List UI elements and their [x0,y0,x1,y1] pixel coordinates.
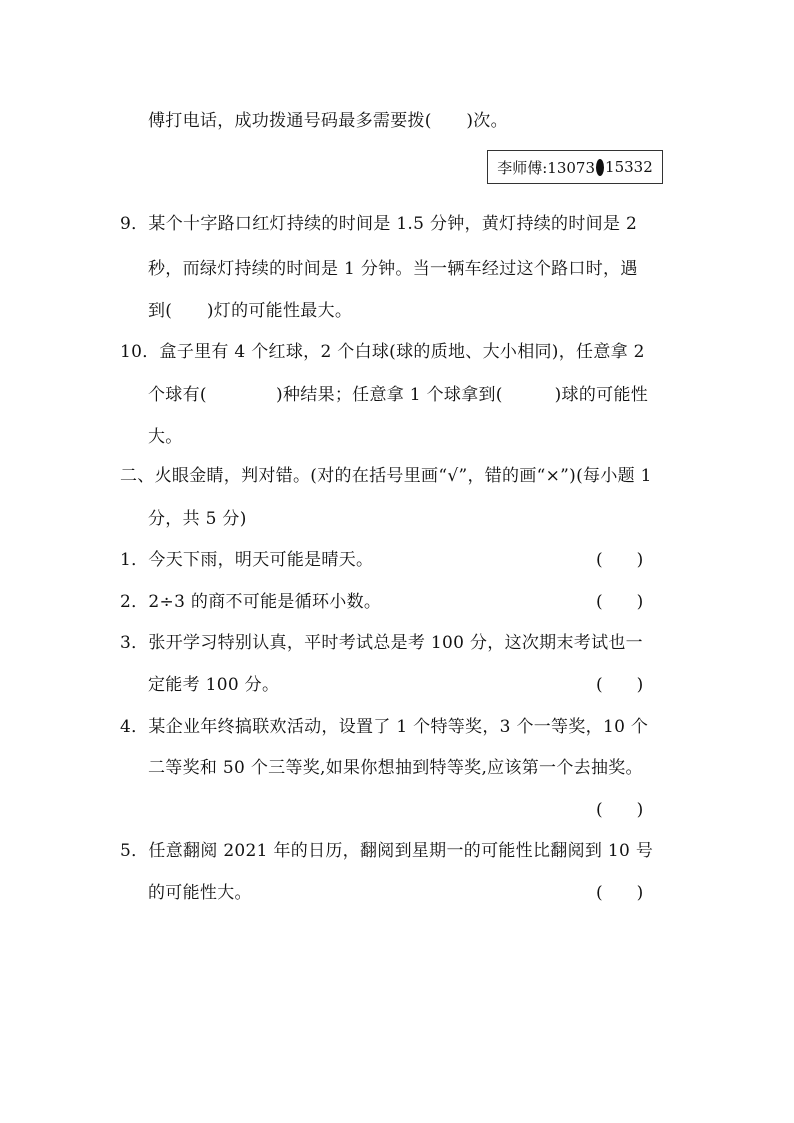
q9-text-line2: 秒，而绿灯持续的时间是 1 分钟。当一辆车经过这个路口时，遇 [148,259,638,279]
judge-item-4-line2: 二等奖和 50 个三等奖,如果你想抽到特等奖,应该第一个去抽奖。 [148,758,643,778]
q8-text-line1: 傅打电话，成功拨通号码最多需要拨( )次。 [148,111,508,131]
answer-paren-1: ( ) [596,550,644,570]
judge-item-1: 1．今天下雨，明天可能是晴天。 [120,550,374,570]
judge-item-3-line1: 3．张开学习特别认真，平时考试总是考 100 分，这次期末考试也一 [120,633,643,653]
q10-text-line3: 大。 [148,427,183,447]
ink-smudge [596,159,604,176]
answer-paren-5: ( ) [596,883,644,903]
q9-text-line1: 9．某个十字路口红灯持续的时间是 1.5 分钟，黄灯持续的时间是 2 [120,214,638,234]
judge-item-3-line2: 定能考 100 分。 [148,675,280,695]
judge-item-4-line1: 4．某企业年终搞联欢活动，设置了 1 个特等奖，3 个一等奖，10 个 [120,717,649,737]
phone-prefix: 李师傅:13073 [497,158,596,177]
q10-text-line2: 个球有( )种结果；任意拿 1 个球拿到( )球的可能性 [148,385,649,405]
judge-item-5-line2: 的可能性大。 [148,883,252,903]
section2-heading-line2: 分，共 5 分) [148,509,247,529]
judge-item-5-line1: 5．任意翻阅 2021 年的日历，翻阅到星期一的可能性比翻阅到 10 号 [120,841,654,861]
answer-paren-2: ( ) [596,592,644,612]
answer-paren-3: ( ) [596,675,644,695]
q9-text-line3: 到( )灯的可能性最大。 [148,301,353,321]
judge-item-2: 2．2÷3 的商不可能是循环小数。 [120,592,382,612]
q10-text-line1: 10．盒子里有 4 个红球，2 个白球(球的质地、大小相同)，任意拿 2 [120,342,645,362]
answer-paren-4: ( ) [596,800,644,820]
phone-note-box [487,150,663,184]
section2-heading-line1: 二、火眼金睛，判对错。(对的在括号里画“√”，错的画“×”)(每小题 1 [120,466,652,486]
phone-suffix: 15332 [605,158,653,176]
